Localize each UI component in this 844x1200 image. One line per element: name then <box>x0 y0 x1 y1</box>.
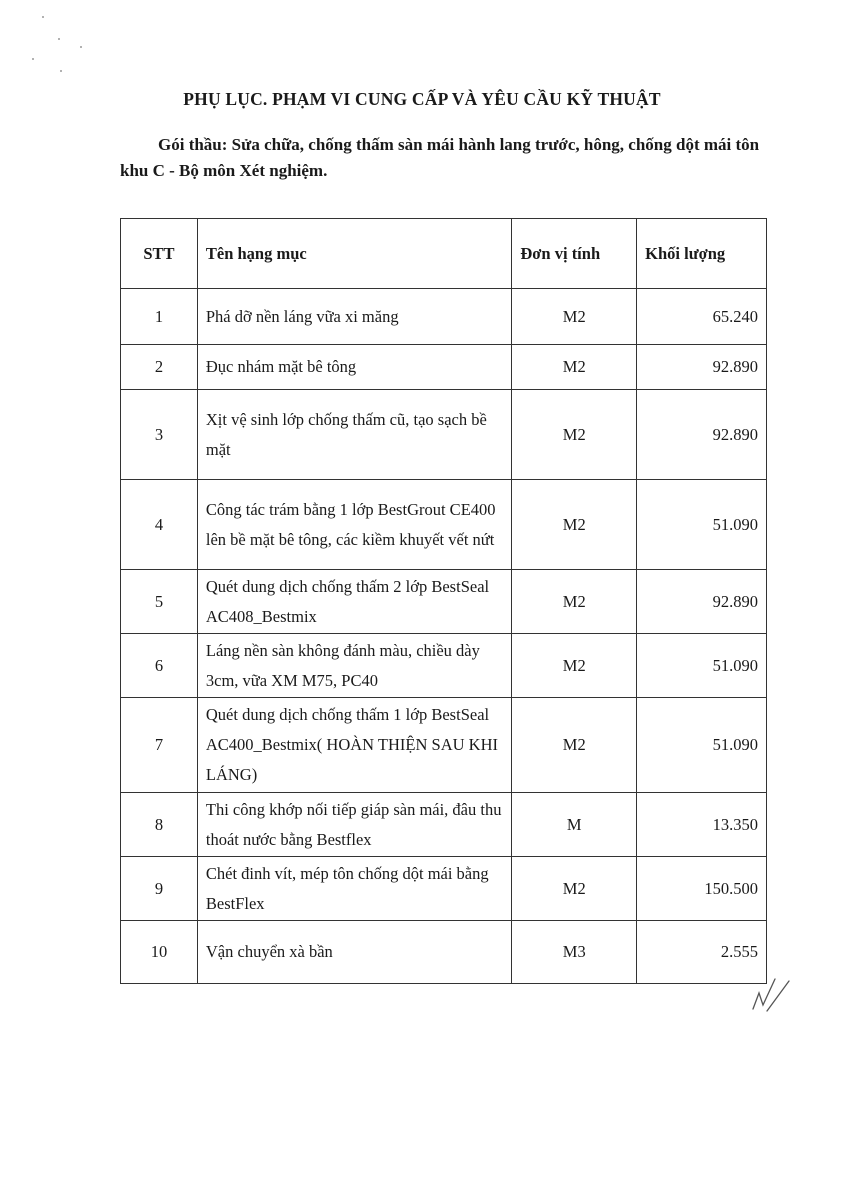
row-unit: M2 <box>512 698 637 793</box>
row-name: Xịt vệ sinh lớp chống thấm cũ, tạo sạch bề mặt <box>197 390 512 480</box>
row-stt: 6 <box>121 634 198 698</box>
row-qty: 51.090 <box>637 698 767 793</box>
row-name: Phá dỡ nền láng vữa xi măng <box>197 289 512 345</box>
table-row <box>121 345 767 390</box>
table-row <box>121 390 767 480</box>
row-name: Thi công khớp nối tiếp giáp sàn mái, đâu thu thoát nước bằng Bestflex <box>197 793 512 857</box>
row-name: Đục nhám mặt bê tông <box>197 345 512 390</box>
header-qty: Khối lượng <box>637 219 767 289</box>
row-unit: M2 <box>512 634 637 698</box>
scan-specks <box>20 8 110 78</box>
row-stt: 3 <box>121 390 198 480</box>
header-stt: STT <box>121 219 198 289</box>
row-name: Láng nền sàn không đánh màu, chiều dày 3cm, vữa XM M75, PC40 <box>197 634 512 698</box>
header-unit: Đơn vị tính <box>512 219 637 289</box>
table-row <box>121 570 767 634</box>
row-stt: 2 <box>121 345 198 390</box>
row-qty: 13.350 <box>637 793 767 857</box>
row-qty: 2.555 <box>637 921 767 984</box>
row-stt: 1 <box>121 289 198 345</box>
row-unit: M2 <box>512 480 637 570</box>
table-row <box>121 921 767 984</box>
row-unit: M3 <box>512 921 637 984</box>
row-qty: 92.890 <box>637 390 767 480</box>
row-unit: M2 <box>512 289 637 345</box>
row-name: Công tác trám bằng 1 lớp BestGrout CE400 lên bề mặt bê tông, các kiềm khuyết vết nứt <box>197 480 512 570</box>
scope-table <box>120 218 767 984</box>
document-subtitle: Gói thầu: Sửa chữa, chống thấm sàn mái hành lang trước, hông, chống dột mái tôn khu C - Bộ môn Xét nghiệm. <box>120 135 760 180</box>
row-stt: 9 <box>121 857 198 921</box>
table-header-row <box>121 219 767 289</box>
row-stt: 5 <box>121 570 198 634</box>
table-row <box>121 857 767 921</box>
row-name: Quét dung dịch chống thấm 2 lớp BestSeal AC408_Bestmix <box>197 570 512 634</box>
row-qty: 65.240 <box>637 289 767 345</box>
table-row <box>121 634 767 698</box>
row-unit: M2 <box>512 857 637 921</box>
row-unit: M2 <box>512 570 637 634</box>
row-unit: M2 <box>512 390 637 480</box>
row-stt: 4 <box>121 480 198 570</box>
row-qty: 51.090 <box>637 634 767 698</box>
table-row <box>121 698 767 793</box>
table-row <box>121 793 767 857</box>
row-qty: 92.890 <box>637 570 767 634</box>
row-stt: 10 <box>121 921 198 984</box>
row-qty: 150.500 <box>637 857 767 921</box>
row-name: Vận chuyển xà bần <box>197 921 512 984</box>
row-stt: 7 <box>121 698 198 793</box>
row-qty: 92.890 <box>637 345 767 390</box>
row-name: Chét đinh vít, mép tôn chống dột mái bằng BestFlex <box>197 857 512 921</box>
row-qty: 51.090 <box>637 480 767 570</box>
row-unit: M <box>512 793 637 857</box>
initials-signature <box>745 965 795 1015</box>
row-unit: M2 <box>512 345 637 390</box>
table-row <box>121 480 767 570</box>
row-name: Quét dung dịch chống thấm 1 lớp BestSeal AC400_Bestmix( HOÀN THIỆN SAU KHI LÁNG) <box>197 698 512 793</box>
table-row <box>121 289 767 345</box>
row-stt: 8 <box>121 793 198 857</box>
header-name: Tên hạng mục <box>197 219 512 289</box>
document-title: PHỤ LỤC. PHẠM VI CUNG CẤP VÀ YÊU CẦU KỸ THUẬT <box>183 89 661 109</box>
